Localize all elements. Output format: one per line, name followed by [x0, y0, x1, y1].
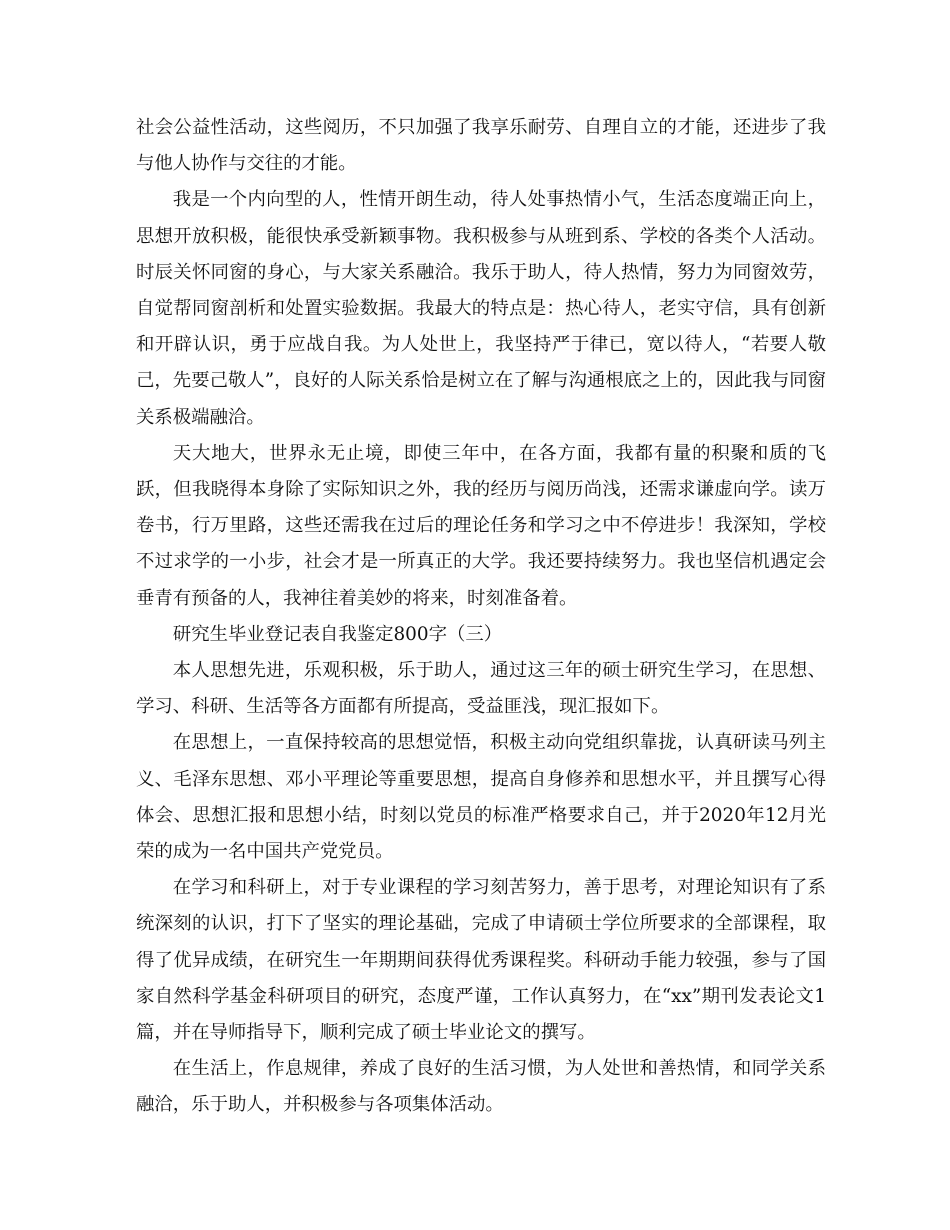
document-body	[136, 110, 826, 1124]
paragraph-continued: 社会公益性活动，这些阅历，不只加强了我享乐耐劳、自理自立的才能，还进步了我与他人协作与交往的才能。	[136, 117, 826, 175]
paragraph-life: 在生活上，作息规律，养成了良好的生活习惯，为人处世和善热情，和同学关系融洽，乐于助人，并积极参与各项集体活动。	[136, 1058, 826, 1116]
paragraph-outlook: 天大地大，世界永无止境，即使三年中，在各方面，我都有量的积聚和质的飞跃，但我晓得本身除了实际知识之外，我的经历与阅历尚浅，还需求谦虚向学。读万卷书，行万里路，这些还需我在过后的理论任务和学习之中不停进步！我深知，学校不过求学的一小步，社会才是一所真正的大学。我还要持续努力。我也坚信机遇定会垂青有预备的人，我神往着美妙的将来，时刻准备着。	[136, 442, 826, 609]
paragraph-intro: 本人思想先进，乐观积极，乐于助人，通过这三年的硕士研究生学习，在思想、学习、科研、生活等各方面都有所提高，受益匪浅，现汇报如下。	[136, 660, 826, 718]
paragraph-ideology: 在思想上，一直保持较高的思想觉悟，积极主动向党组织靠拢，认真研读马列主义、毛泽东思想、邓小平理论等重要思想，提高自身修养和思想水平，并且撰写心得体会、思想汇报和思想小结，时刻以党员的标准严格要求自己，并于2020年12月光荣的成为一名中国共产党党员。	[136, 732, 826, 863]
section-heading: 研究生毕业登记表自我鉴定800字（三）	[172, 623, 503, 645]
paragraph-personality: 我是一个内向型的人，性情开朗生动，待人处事热情小气，生活态度端正向上，思想开放积极，能很快承受新颖事物。我积极参与从班到系、学校的各类个人活动。时辰关怀同窗的身心，与大家关系融洽。我乐于助人，待人热情，努力为同窗效劳，自觉帮同窗剖析和处置实验数据。我最大的特点是：热心待人，老实守信，具有创新和开辟认识，勇于应战自我。为人处世上，我坚持严于律已，宽以待人，“若要人敬己，先要己敬人”，良好的人际关系恰是树立在了解与沟通根底之上的，因此我与同窗关系极端融洽。	[136, 189, 826, 428]
paragraph-study-research: 在学习和科研上，对于专业课程的学习刻苦努力，善于思考，对理论知识有了系统深刻的认识，打下了坚实的理论基础，完成了申请硕士学位所要求的全部课程，取得了优异成绩，在研究生一年期期间获得优秀课程奖。科研动手能力较强，参与了国家自然科学基金科研项目的研究，态度严谨，工作认真努力，在“xx”期刊发表论文1篇，并在导师指导下，顺利完成了硕士毕业论文的撰写。	[136, 877, 826, 1044]
